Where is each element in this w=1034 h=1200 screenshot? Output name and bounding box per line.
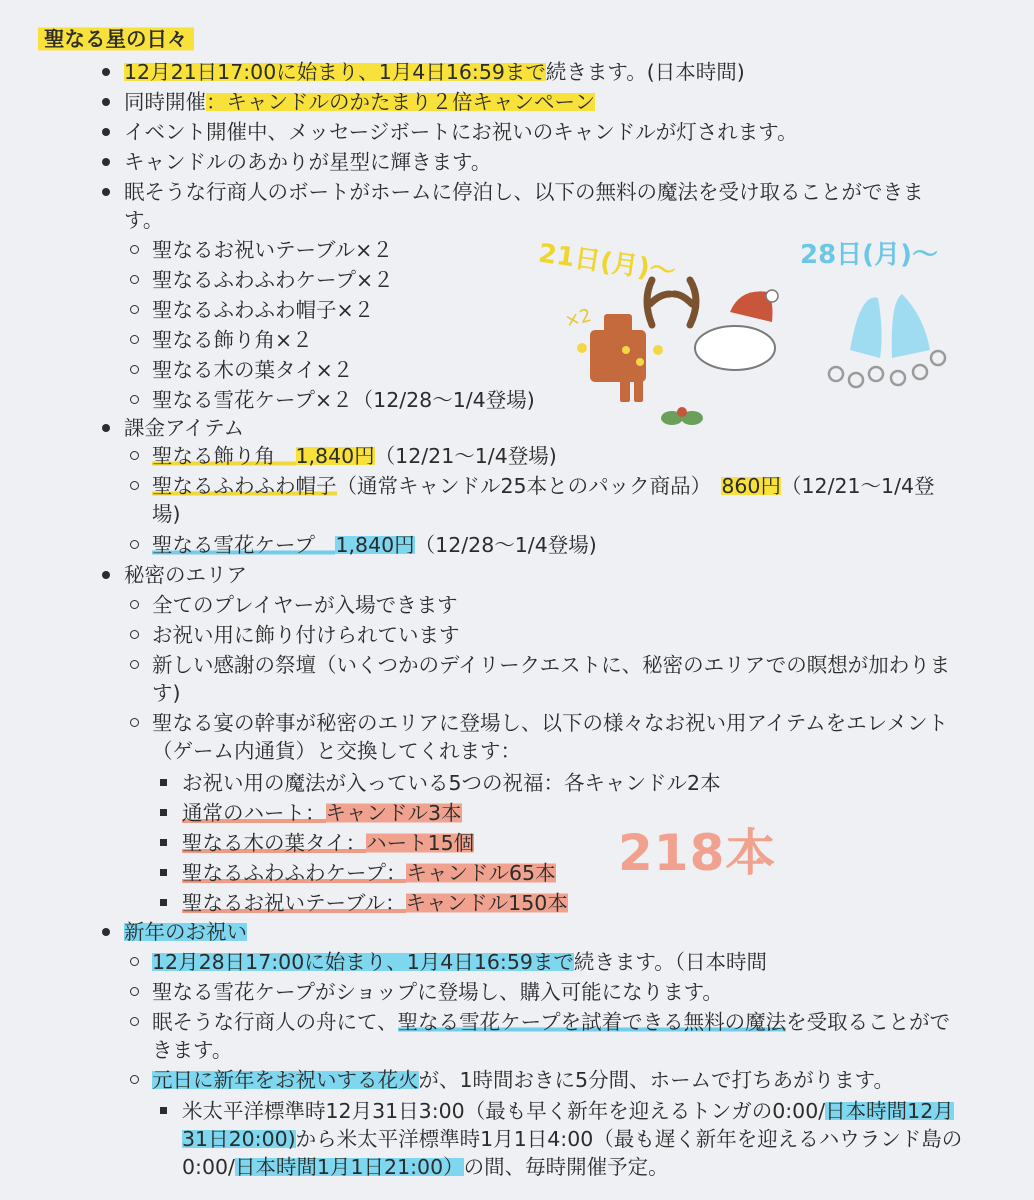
list-item-text: 全てのプレイヤーが入場できます (152, 593, 458, 617)
list-item-text: の間、毎時開催予定。 (463, 1155, 669, 1179)
list-item-text: 聖なる雪花ケープ×２（12/28〜1/4登場) (152, 388, 535, 412)
list-item-text: お祝い用に飾り付けられています (152, 623, 460, 647)
list-item-text: から米太平洋標準時1月1日4:00（最も遅く新年を迎えるハウランド島の (295, 1127, 963, 1151)
list-item-text: 聖なる宴の幹事が秘密のエリアに登場し、以下の様々なお祝い用アイテムをエレメント (152, 711, 949, 735)
list-item-text: 聖なるお祝いテーブル×２ (152, 238, 393, 262)
list-item (152, 441, 557, 471)
antlers-icon (647, 280, 696, 325)
list-item (152, 590, 458, 620)
highlighted-text: 聖なる飾り角 (152, 444, 275, 468)
list-item-text: 0:00/ (182, 1155, 235, 1179)
list-item-text: 秘密のエリア (124, 563, 247, 587)
highlighted-text (315, 533, 336, 557)
list-item-text: す。 (124, 208, 164, 232)
list-item-text: （ゲーム内通貨）と交換してくれます： (152, 739, 521, 763)
list-item-text: きます。 (152, 1038, 233, 1062)
event-items-illustration (560, 230, 790, 445)
list-item-text: 課金アイテム (124, 416, 245, 440)
highlighted-text: 通常のハート (182, 801, 305, 825)
list-item (182, 768, 721, 798)
list-item-text: 新しい感謝の祭壇（いくつかのデイリークエストに、秘密のエリアでの瞑想が加わりま (152, 653, 951, 677)
list-item-continuation (124, 205, 163, 235)
list-item (152, 295, 374, 325)
hat-icon (695, 290, 778, 370)
list-item-text: 眠そうな行商人のボートがホームに停泊し、以下の無料の魔法を受け取ることができま (124, 180, 924, 204)
highlighted-text: 新年のお祝い (124, 920, 247, 944)
highlighted-text: 12月28日17:00に始まり、1月4日16:59まで (152, 950, 574, 974)
highlighted-text: キャンドル150本 (405, 891, 568, 915)
highlighted-text: 聖なる雪花ケープ (152, 533, 315, 557)
list-item (182, 858, 556, 888)
list-item (124, 57, 745, 87)
highlighted-text: 元日に新年をお祝いする花火 (152, 1068, 419, 1092)
annotation-date-right: 28日(月)〜 (800, 240, 938, 270)
list-item-text: 場) (152, 502, 181, 526)
list-item-text: 聖なるふわふわ帽子×２ (152, 298, 375, 322)
leaf-icon (661, 407, 703, 425)
annotation-date-left: 21日(月)〜 (536, 238, 678, 288)
list-item-text: 米太平洋標準時12月31日3:00（最も早く新年を迎えるトンガの0:00/ (182, 1099, 826, 1123)
highlighted-text: キャンドル3本 (325, 801, 462, 825)
list-item-continuation (152, 736, 521, 766)
list-item-text: （12/21〜1/4登場) (374, 444, 557, 468)
list-item-text: 続きます。(日本時間) (545, 60, 745, 84)
list-item (152, 385, 535, 415)
list-item-continuation (152, 1035, 232, 1065)
list-item-text: イベント開催中、メッセージボートにお祝いのキャンドルが灯されます。 (124, 120, 798, 144)
list-item (152, 471, 935, 501)
list-item-text: が、1時間おきに5分間、ホームで打ちあがります。 (418, 1068, 894, 1092)
highlighted-text: ハート15個 (366, 831, 475, 855)
list-item (152, 620, 460, 650)
list-item (182, 1096, 954, 1126)
list-item (152, 650, 950, 680)
list-item-continuation (152, 678, 181, 708)
list-item (124, 117, 798, 147)
list-item-text: 眠そうな行商人の舟にて、 (152, 1010, 398, 1034)
list-item (152, 325, 313, 355)
list-item-text: 同時開催 (124, 90, 206, 114)
list-item (124, 147, 491, 177)
list-item (152, 235, 393, 265)
page-title: 聖なる星の日々 (38, 24, 194, 54)
list-item-text: す) (152, 681, 181, 705)
list-item-text: 続きます。（日本時間 (573, 950, 768, 974)
list-item-text: を受取ることがで (786, 1010, 951, 1034)
list-item (152, 708, 948, 738)
highlighted-text: 聖なる雪花ケープを試着できる無料の魔法 (397, 1010, 787, 1034)
list-item-text: お祝い用の魔法が入っている5つの祝福：各キャンドル2本 (182, 771, 721, 795)
highlighted-text: 860円 (721, 474, 781, 498)
list-item-text: キャンドルのあかりが星型に輝きます。 (124, 150, 492, 174)
list-item (124, 917, 247, 947)
highlighted-text (275, 444, 296, 468)
highlighted-text: キャンドル65本 (406, 861, 556, 885)
list-item-continuation (182, 1124, 962, 1154)
list-item (152, 530, 597, 560)
list-item (124, 87, 595, 117)
list-item-continuation (152, 499, 181, 529)
highlighted-text: 聖なる木の葉タイ (182, 831, 346, 855)
highlighted-text: ： (385, 861, 407, 885)
list-item (152, 947, 767, 977)
list-item (152, 977, 723, 1007)
list-item-text: （12/21〜1/4登 (780, 474, 935, 498)
highlighted-text: 聖なるふわふわ帽子 (152, 474, 337, 498)
list-item (124, 177, 924, 207)
list-item-text: （12/28〜1/4登場) (414, 533, 597, 557)
annotation-candle-total: 218本 (618, 824, 777, 882)
list-item-text: 聖なる飾り角×２ (152, 328, 313, 352)
snow-cape-illustration (800, 232, 960, 392)
highlighted-text: 12月21日17:00に始まり、1月4日16:59まで (124, 60, 546, 84)
list-item (124, 413, 244, 443)
list-item-continuation (182, 1152, 669, 1182)
list-item (182, 888, 568, 918)
annotation-times-two: ×2 (562, 304, 594, 333)
highlighted-text: ：キャンドルのかたまり２倍キャンペーン (206, 90, 596, 114)
highlighted-text: 1,840円 (335, 533, 415, 557)
list-item-text: 聖なるふわふわケープ×２ (152, 268, 394, 292)
list-item-text: 聖なる雪花ケープがショップに登場し、購入可能になります。 (152, 980, 723, 1004)
highlighted-text: 1,840円 (295, 444, 375, 468)
list-item (124, 560, 247, 590)
highlighted-text: ： (305, 801, 326, 825)
highlighted-text: 聖なるふわふわケープ (182, 861, 386, 885)
list-item-text: （通常キャンドル25本とのパック商品） (336, 474, 722, 498)
list-item-text: 聖なる木の葉タイ×２ (152, 358, 354, 382)
highlighted-text: 31日20:00) (182, 1127, 296, 1151)
highlighted-text: 日本時間12月 (825, 1099, 954, 1123)
list-item (152, 1007, 950, 1037)
cape-icon (829, 294, 945, 387)
list-item (182, 798, 462, 828)
list-item (152, 1065, 894, 1095)
list-item (182, 828, 474, 858)
list-item (152, 355, 353, 385)
list-item (152, 265, 394, 295)
highlighted-text: ： (345, 831, 367, 855)
highlighted-text: 聖なるお祝いテーブル (182, 891, 386, 915)
highlighted-text: ： (385, 891, 406, 915)
highlighted-text: 日本時間1月1日21:00） (234, 1155, 464, 1179)
